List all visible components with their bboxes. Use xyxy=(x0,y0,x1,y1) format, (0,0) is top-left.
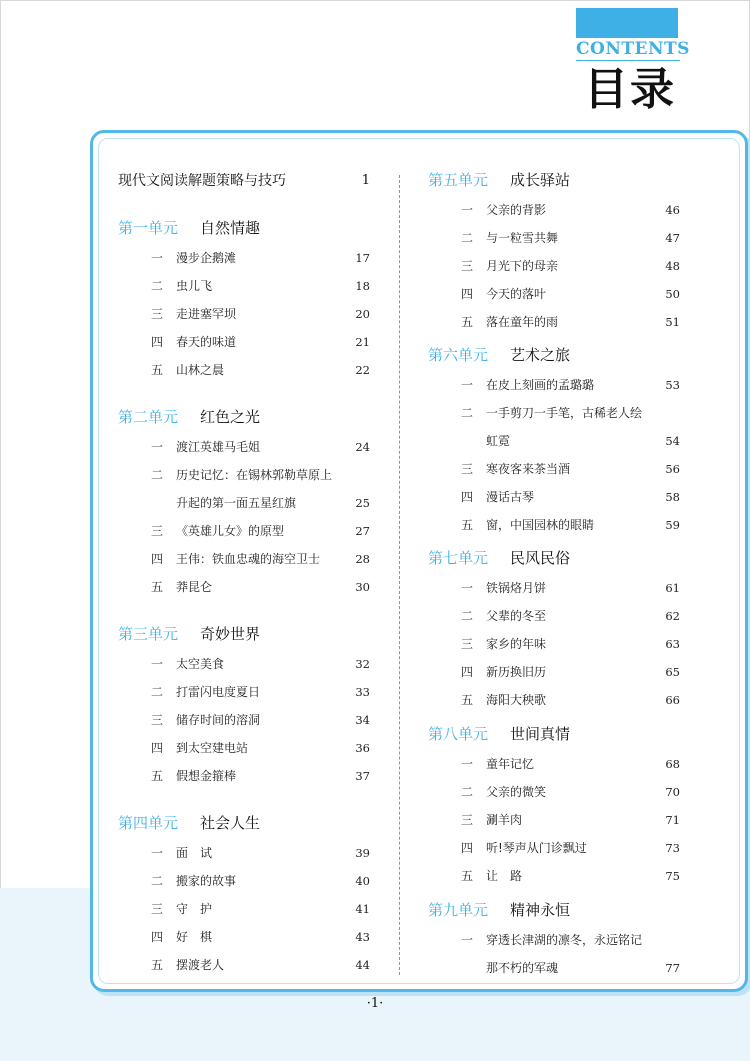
entry-number: 四 xyxy=(461,665,474,679)
entry-title: 假想金箍棒 xyxy=(176,769,237,783)
entry-title: 让 路 xyxy=(486,869,523,883)
entry-page: 34 xyxy=(355,713,370,727)
entry-title: 春天的味道 xyxy=(176,335,237,349)
entry-title: 童年记忆 xyxy=(486,757,535,771)
entry-page: 47 xyxy=(665,231,680,245)
entry-title: 守 护 xyxy=(176,902,213,916)
unit-heading xyxy=(118,623,370,645)
entry-title: 新历换旧历 xyxy=(486,665,547,679)
entry-title: 落在童年的雨 xyxy=(486,315,559,329)
entry-title: 山林之晨 xyxy=(176,363,225,377)
unit-label: 第四单元 xyxy=(118,814,179,832)
entry-number: 二 xyxy=(151,685,164,699)
toc-entry[interactable] xyxy=(428,661,680,683)
entry-page: 51 xyxy=(665,315,680,329)
toc-entry[interactable] xyxy=(428,837,680,859)
entry-number: 一 xyxy=(151,440,164,454)
unit-label: 第二单元 xyxy=(118,408,179,426)
entry-number: 四 xyxy=(151,552,164,566)
unit-label: 第八单元 xyxy=(428,725,489,743)
toc-entry[interactable] xyxy=(118,548,370,570)
unit-heading xyxy=(428,547,680,569)
entry-page: 27 xyxy=(355,524,370,538)
entry-page: 75 xyxy=(665,869,680,883)
toc-entry[interactable] xyxy=(428,311,680,333)
entry-number: 五 xyxy=(151,769,164,783)
toc-entry[interactable] xyxy=(428,402,680,452)
entry-page: 63 xyxy=(665,637,680,651)
unit-title: 奇妙世界 xyxy=(200,625,261,643)
entry-number: 三 xyxy=(151,902,164,916)
entry-page: 40 xyxy=(355,874,370,888)
entry-page: 56 xyxy=(665,462,680,476)
entry-number: 二 xyxy=(461,609,474,623)
toc-entry[interactable] xyxy=(428,514,680,536)
entry-title: 与一粒雪共舞 xyxy=(486,231,559,245)
entry-number: 二 xyxy=(461,231,474,245)
entry-number: 一 xyxy=(461,933,474,947)
entry-title: 走进塞罕坝 xyxy=(176,307,237,321)
toc-entry[interactable] xyxy=(118,709,370,731)
toc-entry[interactable] xyxy=(118,898,370,920)
unit-label: 第七单元 xyxy=(428,549,489,567)
unit-heading xyxy=(118,812,370,834)
entry-number: 四 xyxy=(461,287,474,301)
intro-page: 1 xyxy=(361,173,370,188)
toc-entry[interactable] xyxy=(118,520,370,542)
toc-entry[interactable] xyxy=(428,633,680,655)
toc-entry[interactable] xyxy=(118,870,370,892)
toc-entry[interactable] xyxy=(428,577,680,599)
entry-page: 53 xyxy=(665,378,680,392)
toc-entry[interactable] xyxy=(118,926,370,948)
entry-page: 18 xyxy=(355,279,370,293)
entry-page: 22 xyxy=(355,363,370,377)
entry-page: 48 xyxy=(665,259,680,273)
entry-page: 24 xyxy=(355,440,370,454)
entry-title: 《英雄儿女》的原型 xyxy=(176,524,285,538)
toc-entry[interactable] xyxy=(428,605,680,627)
entry-number: 三 xyxy=(461,637,474,651)
entry-title: 搬家的故事 xyxy=(176,874,237,888)
entry-title: 寒夜客来茶当酒 xyxy=(486,462,571,476)
entry-title: 历史记忆：在锡林郭勒草原上 xyxy=(176,468,333,482)
entry-number: 四 xyxy=(151,741,164,755)
toc-entry[interactable] xyxy=(118,954,370,976)
toc-entry[interactable] xyxy=(118,331,370,353)
entry-title: 窗，中国园林的眼睛 xyxy=(486,518,595,532)
unit-heading xyxy=(118,217,370,239)
entry-number: 三 xyxy=(461,462,474,476)
toc-entry[interactable] xyxy=(118,247,370,269)
entry-title: 漫步企鹅滩 xyxy=(176,251,237,265)
entry-page: 54 xyxy=(665,434,680,448)
toc-entry[interactable] xyxy=(428,929,680,979)
toc-entry[interactable] xyxy=(118,464,370,514)
entry-title: 渡江英雄马毛姐 xyxy=(176,440,261,454)
toc-entry[interactable] xyxy=(118,359,370,381)
entry-number: 二 xyxy=(151,874,164,888)
entry-title: 涮羊肉 xyxy=(486,813,523,827)
entry-title: 海阳大秧歌 xyxy=(486,693,547,707)
entry-title: 父亲的背影 xyxy=(486,203,547,217)
entry-page: 71 xyxy=(665,813,680,827)
entry-number: 二 xyxy=(151,468,164,482)
entry-page: 46 xyxy=(665,203,680,217)
entry-number: 五 xyxy=(461,315,474,329)
toc-entry[interactable] xyxy=(428,283,680,305)
unit-heading xyxy=(428,169,680,191)
entry-page: 33 xyxy=(355,685,370,699)
toc-entry[interactable] xyxy=(118,681,370,703)
entry-title: 那不朽的军魂 xyxy=(486,961,559,975)
entry-page: 21 xyxy=(355,335,370,349)
toc-entry[interactable] xyxy=(118,303,370,325)
entry-title: 太空美食 xyxy=(176,657,225,671)
entry-title: 听!琴声从门诊飘过 xyxy=(486,841,587,855)
entry-page: 39 xyxy=(355,846,370,860)
unit-title: 自然情趣 xyxy=(200,219,261,237)
entry-page: 20 xyxy=(355,307,370,321)
entry-number: 四 xyxy=(461,841,474,855)
entry-page: 28 xyxy=(355,552,370,566)
entry-page: 50 xyxy=(665,287,680,301)
toc-entry[interactable] xyxy=(118,653,370,675)
entry-number: 五 xyxy=(461,518,474,532)
toc-entry[interactable] xyxy=(428,199,680,221)
entry-number: 一 xyxy=(461,203,474,217)
entry-number: 二 xyxy=(151,279,164,293)
entry-page: 25 xyxy=(355,496,370,510)
entry-title: 今天的落叶 xyxy=(486,287,547,301)
entry-number: 五 xyxy=(461,869,474,883)
unit-heading xyxy=(428,344,680,366)
entry-page: 66 xyxy=(665,693,680,707)
entry-title: 父亲的微笑 xyxy=(486,785,547,799)
entry-page: 43 xyxy=(355,930,370,944)
entry-title: 莽昆仑 xyxy=(176,580,213,594)
contents-rule xyxy=(576,60,680,61)
unit-label: 第三单元 xyxy=(118,625,179,643)
entry-title: 升起的第一面五星红旗 xyxy=(176,496,297,510)
entry-number: 一 xyxy=(461,581,474,595)
toc-entry[interactable] xyxy=(428,865,680,887)
entry-number: 三 xyxy=(151,713,164,727)
entry-page: 30 xyxy=(355,580,370,594)
entry-number: 三 xyxy=(461,813,474,827)
entry-number: 一 xyxy=(151,846,164,860)
entry-page: 41 xyxy=(355,902,370,916)
entry-number: 四 xyxy=(151,930,164,944)
entry-number: 三 xyxy=(461,259,474,273)
toc-entry[interactable] xyxy=(428,809,680,831)
unit-label: 第五单元 xyxy=(428,171,489,189)
page-number: ·1· xyxy=(366,996,384,1011)
entry-number: 一 xyxy=(461,757,474,771)
entry-title: 王伟：铁血忠魂的海空卫士 xyxy=(176,552,321,566)
entry-page: 37 xyxy=(355,769,370,783)
entry-title: 父辈的冬至 xyxy=(486,609,547,623)
toc-entry[interactable] xyxy=(428,486,680,508)
toc-intro-entry[interactable] xyxy=(118,170,370,192)
entry-page: 58 xyxy=(665,490,680,504)
entry-title: 面 试 xyxy=(176,846,213,860)
unit-title: 艺术之旅 xyxy=(510,346,571,364)
entry-number: 五 xyxy=(151,363,164,377)
entry-page: 70 xyxy=(665,785,680,799)
column-divider xyxy=(399,175,400,975)
entry-number: 二 xyxy=(461,785,474,799)
toc-entry[interactable] xyxy=(428,689,680,711)
toc-entry[interactable] xyxy=(428,753,680,775)
entry-title: 打雷闪电度夏日 xyxy=(176,685,261,699)
unit-label: 第九单元 xyxy=(428,901,489,919)
entry-title: 储存时间的溶洞 xyxy=(176,713,261,727)
unit-heading xyxy=(428,723,680,745)
entry-page: 62 xyxy=(665,609,680,623)
entry-title: 一手剪刀一手笔，古稀老人绘 xyxy=(486,406,643,420)
unit-title: 精神永恒 xyxy=(510,901,571,919)
entry-page: 59 xyxy=(665,518,680,532)
unit-title: 成长驿站 xyxy=(510,171,571,189)
unit-title: 社会人生 xyxy=(200,814,261,832)
unit-label: 第六单元 xyxy=(428,346,489,364)
entry-number: 五 xyxy=(151,580,164,594)
entry-number: 三 xyxy=(151,524,164,538)
unit-heading xyxy=(428,899,680,921)
contents-heading: CONTENTS xyxy=(576,39,690,59)
entry-title: 虹霓 xyxy=(486,434,511,448)
entry-page: 61 xyxy=(665,581,680,595)
entry-page: 68 xyxy=(665,757,680,771)
entry-page: 44 xyxy=(355,958,370,972)
entry-title: 穿透长津湖的凛冬，永远铭记 xyxy=(486,933,643,947)
entry-number: 五 xyxy=(151,958,164,972)
entry-number: 四 xyxy=(461,490,474,504)
unit-title: 红色之光 xyxy=(200,408,261,426)
entry-number: 三 xyxy=(151,307,164,321)
toc-entry[interactable] xyxy=(118,737,370,759)
unit-title: 民风民俗 xyxy=(510,549,571,567)
unit-title: 世间真情 xyxy=(510,725,571,743)
toc-entry[interactable] xyxy=(118,842,370,864)
entry-page: 32 xyxy=(355,657,370,671)
toc-entry[interactable] xyxy=(428,227,680,249)
toc-entry[interactable] xyxy=(428,374,680,396)
entry-number: 一 xyxy=(461,378,474,392)
unit-label: 第一单元 xyxy=(118,219,179,237)
toc-entry[interactable] xyxy=(118,275,370,297)
entry-title: 铁锅烙月饼 xyxy=(486,581,547,595)
entry-title: 月光下的母亲 xyxy=(486,259,559,273)
page-title: 目录 xyxy=(584,64,676,115)
entry-title: 虫儿飞 xyxy=(176,279,213,293)
entry-number: 二 xyxy=(461,406,474,420)
entry-page: 36 xyxy=(355,741,370,755)
entry-title: 好 棋 xyxy=(176,930,213,944)
entry-title: 摆渡老人 xyxy=(176,958,225,972)
entry-number: 一 xyxy=(151,657,164,671)
entry-number: 五 xyxy=(461,693,474,707)
entry-page: 77 xyxy=(665,961,680,975)
toc-entry[interactable] xyxy=(118,436,370,458)
toc-entry[interactable] xyxy=(118,765,370,787)
entry-number: 一 xyxy=(151,251,164,265)
entry-title: 到太空建电站 xyxy=(176,741,249,755)
toc-entry[interactable] xyxy=(428,255,680,277)
entry-title: 家乡的年味 xyxy=(486,637,547,651)
toc-entry[interactable] xyxy=(428,781,680,803)
entry-page: 17 xyxy=(355,251,370,265)
entry-page: 65 xyxy=(665,665,680,679)
intro-title: 现代文阅读解题策略与技巧 xyxy=(118,173,286,189)
entry-title: 漫话古琴 xyxy=(486,490,535,504)
unit-heading xyxy=(118,406,370,428)
toc-entry[interactable] xyxy=(118,576,370,598)
toc-entry[interactable] xyxy=(428,458,680,480)
entry-title: 在皮上刻画的孟璐璐 xyxy=(486,378,595,392)
entry-page: 73 xyxy=(665,841,680,855)
entry-number: 四 xyxy=(151,335,164,349)
